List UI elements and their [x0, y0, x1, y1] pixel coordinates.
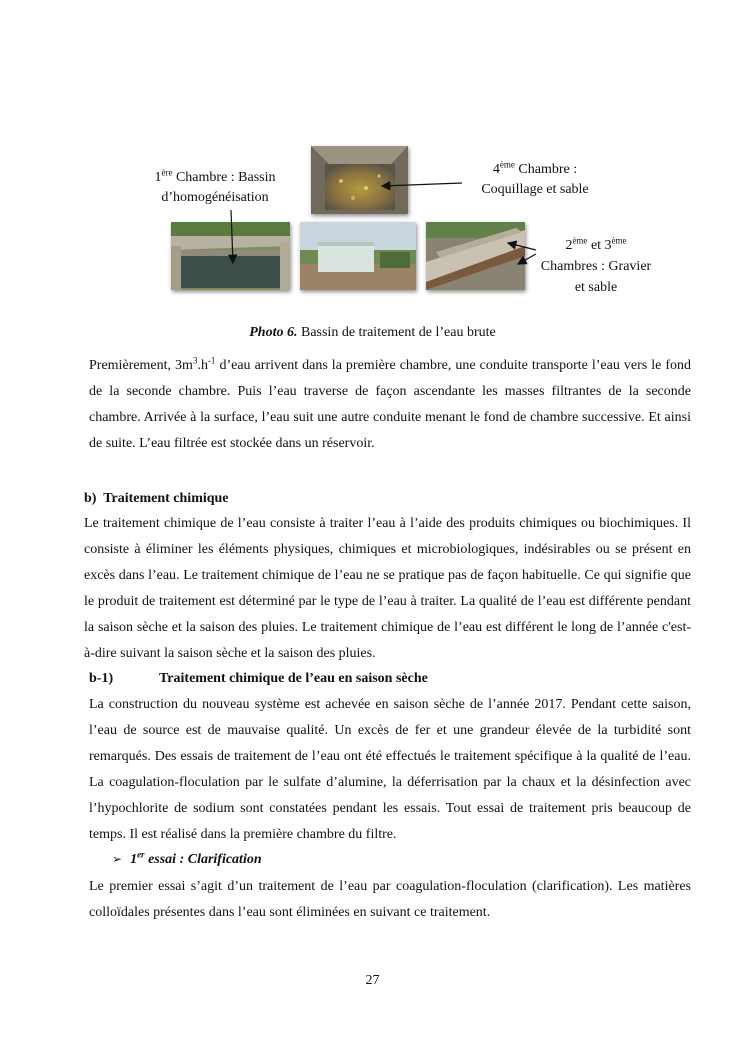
heading-essai-1: ➢ 1er essai : Clarification	[112, 849, 262, 867]
label-chamber-4: 4ème Chambre : Coquillage et sable	[481, 159, 589, 197]
arrow-chamber1	[231, 210, 233, 263]
bullet-arrow-icon: ➢	[112, 852, 123, 866]
heading-traitement-chimique: b) Traitement chimique	[84, 491, 229, 506]
page-number: 27	[365, 973, 380, 988]
label-chamber-1: 1ère Chambre : Bassin d’homogénéisation	[154, 167, 276, 205]
label-chambers-2-3: 2ème et 3ème Chambres : Gravier et sable	[540, 235, 652, 295]
paragraph-flow-description: Premièrement, $3m^3.h^{-1}$ d’eau arrivent dans la première chambre, une conduite transporte l’eau vers le fond de la seconde chambre. Puis l’eau traverse de façon ascendante les masses filtrantes de la seconde chambre. Arrivée à la surface, l’eau suit une autre conduite menant le fond de chambre successive. Et ainsi de suite. L’eau filtrée est stockée dans un réservoir.	[89, 355, 691, 451]
caption-text: Bassin de traitement de l’eau brute	[297, 325, 496, 340]
figure-caption	[0, 325, 745, 341]
caption-label: Photo 6.	[249, 325, 298, 340]
heading-saison-seche	[89, 671, 428, 687]
paragraph-traitement-chimique: Le traitement chimique de l’eau consiste à traiter l’eau à l’aide des produits chimiques ou biochimiques. Il consiste à éliminer les éléments physiques, chimiques et microbiologiques, indésirables ou se présent en excès dans l’eau. Le traitement chimique de l’eau ne se pratique pas de façon habituelle. Ce qui signifie que le produit de traitement est déterminé par le type de l’eau à traiter. La qualité de l’eau est différente pendant la saison sèche et la saison des pluies. Le traitement chimique de l’eau est différent le long de l’année c'est-à-dire suivant la saison sèche et la saison des pluies.	[84, 516, 691, 661]
heading-title: Traitement chimique de l’eau en saison sèche	[159, 671, 428, 686]
paragraph-essai-1: Le premier essai s’agit d’un traitement de l’eau par coagulation-floculation (clarification). Les matières colloïdales présentes dans l’eau sont éliminées en suivant ce traitement.	[89, 879, 691, 920]
paragraph-saison-seche: La construction du nouveau système est achevée en saison sèche de l’année 2017. Pendant cette saison, l’eau de source est de mauvaise qualité. Un excès de fer et une grandeur élevée de la turbidité sont remarqués. Des essais de traitement de l’eau ont été effectués le traitement spécifique à la qualité de l’eau. La coagulation-floculation par le sulfate d’alumine, la déferrisation par la chaux et la désinfection avec l’hypochlorite de sodium sont constatées pendant les essais. Tout essai de traitement pris beaucoup de temps. Il est réalisé dans la première chambre du filtre.	[89, 697, 691, 842]
heading-number: b-1)	[89, 671, 114, 686]
arrow-chamber4	[382, 183, 462, 186]
